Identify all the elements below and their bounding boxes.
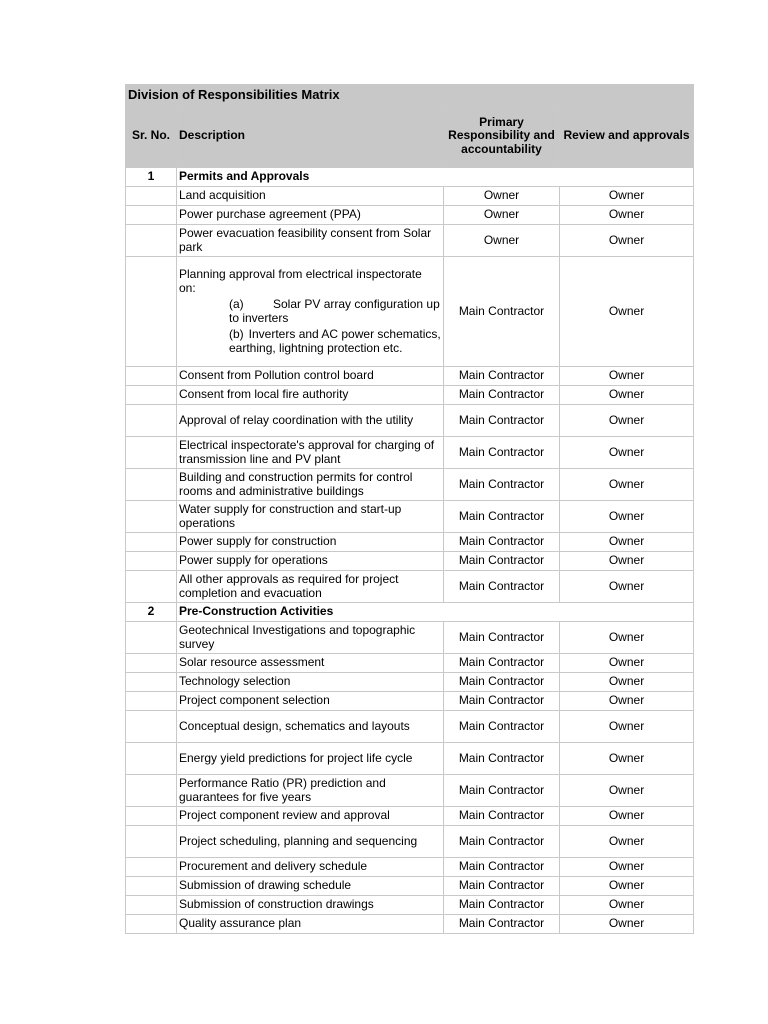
- primary-cell: Main Contractor: [444, 469, 560, 501]
- description-cell: Project scheduling, planning and sequencing: [177, 826, 444, 858]
- column-header-row: [126, 105, 694, 168]
- primary-cell: Main Contractor: [444, 896, 560, 915]
- primary-cell: Main Contractor: [444, 692, 560, 711]
- description-cell: Technology selection: [177, 673, 444, 692]
- table-row: [126, 915, 694, 934]
- primary-cell: Main Contractor: [444, 807, 560, 826]
- description-cell: Procurement and delivery schedule: [177, 858, 444, 877]
- primary-cell: Main Contractor: [444, 743, 560, 775]
- table-title: Division of Responsibilities Matrix: [126, 85, 694, 105]
- table-title-row: [126, 85, 694, 105]
- primary-cell: Main Contractor: [444, 405, 560, 437]
- section-row: [126, 168, 694, 187]
- sr-cell: [126, 896, 177, 915]
- review-cell: Owner: [560, 858, 694, 877]
- review-cell: Owner: [560, 469, 694, 501]
- sr-cell: [126, 437, 177, 469]
- primary-cell: Owner: [444, 187, 560, 206]
- table-row: [126, 206, 694, 225]
- primary-cell: Main Contractor: [444, 673, 560, 692]
- description-cell: Power supply for construction: [177, 533, 444, 552]
- description-cell: Electrical inspectorate's approval for charging of transmission line and PV plant: [177, 437, 444, 469]
- description-cell: Energy yield predictions for project life cycle: [177, 743, 444, 775]
- sr-cell: [126, 673, 177, 692]
- primary-cell: Main Contractor: [444, 775, 560, 807]
- section-number: 1: [126, 168, 177, 187]
- sr-cell: [126, 622, 177, 654]
- primary-cell: Main Contractor: [444, 437, 560, 469]
- table-row: [126, 896, 694, 915]
- table-row: [126, 552, 694, 571]
- responsibility-matrix-table: [125, 84, 694, 934]
- sub-item-text: Solar PV array configuration up to inverters: [229, 297, 440, 325]
- review-cell: Owner: [560, 501, 694, 533]
- sub-item-key: (a): [229, 297, 244, 311]
- description-cell: Approval of relay coordination with the utility: [177, 405, 444, 437]
- description-cell: [177, 257, 444, 367]
- review-cell: Owner: [560, 743, 694, 775]
- sr-cell: [126, 807, 177, 826]
- table-row: [126, 437, 694, 469]
- sr-cell: [126, 225, 177, 257]
- sr-cell: [126, 858, 177, 877]
- table-row: [126, 711, 694, 743]
- primary-cell: Owner: [444, 206, 560, 225]
- description-cell: Conceptual design, schematics and layouts: [177, 711, 444, 743]
- sr-cell: [126, 257, 177, 367]
- table-row: [126, 807, 694, 826]
- table-row: [126, 367, 694, 386]
- review-cell: Owner: [560, 775, 694, 807]
- header-sr-no: Sr. No.: [126, 105, 177, 168]
- sr-cell: [126, 692, 177, 711]
- sr-cell: [126, 367, 177, 386]
- review-cell: Owner: [560, 257, 694, 367]
- description-cell: Project component selection: [177, 692, 444, 711]
- description-cell: Consent from local fire authority: [177, 386, 444, 405]
- review-cell: Owner: [560, 807, 694, 826]
- table-row: [126, 469, 694, 501]
- section-title: Pre-Construction Activities: [177, 603, 694, 622]
- primary-cell: Main Contractor: [444, 257, 560, 367]
- review-cell: Owner: [560, 367, 694, 386]
- section-title: Permits and Approvals: [177, 168, 694, 187]
- sr-cell: [126, 571, 177, 603]
- description-cell: All other approvals as required for project completion and evacuation: [177, 571, 444, 603]
- sr-cell: [126, 826, 177, 858]
- review-cell: Owner: [560, 654, 694, 673]
- primary-cell: Main Contractor: [444, 711, 560, 743]
- primary-cell: Main Contractor: [444, 877, 560, 896]
- description-cell: Solar resource assessment: [177, 654, 444, 673]
- table-row: [126, 501, 694, 533]
- primary-cell: Main Contractor: [444, 654, 560, 673]
- review-cell: Owner: [560, 206, 694, 225]
- table-row: [126, 405, 694, 437]
- review-cell: Owner: [560, 533, 694, 552]
- table-row: [126, 775, 694, 807]
- sr-cell: [126, 552, 177, 571]
- primary-cell: Main Contractor: [444, 367, 560, 386]
- primary-cell: Main Contractor: [444, 571, 560, 603]
- description-cell: Project component review and approval: [177, 807, 444, 826]
- review-cell: Owner: [560, 711, 694, 743]
- primary-cell: Main Contractor: [444, 826, 560, 858]
- review-cell: Owner: [560, 405, 694, 437]
- primary-cell: Main Contractor: [444, 533, 560, 552]
- sr-cell: [126, 533, 177, 552]
- description-cell: Geotechnical Investigations and topographic survey: [177, 622, 444, 654]
- description-cell: Submission of drawing schedule: [177, 877, 444, 896]
- description-cell: Power evacuation feasibility consent from Solar park: [177, 225, 444, 257]
- table-row: [126, 858, 694, 877]
- sr-cell: [126, 915, 177, 934]
- table-row: [126, 622, 694, 654]
- header-primary-responsibility: Primary Responsibility and accountability: [444, 105, 560, 168]
- review-cell: Owner: [560, 826, 694, 858]
- table-row: [126, 187, 694, 206]
- sub-item-a: [229, 298, 441, 325]
- description-cell: Power supply for operations: [177, 552, 444, 571]
- review-cell: Owner: [560, 437, 694, 469]
- primary-cell: Main Contractor: [444, 501, 560, 533]
- primary-cell: Main Contractor: [444, 858, 560, 877]
- review-cell: Owner: [560, 896, 694, 915]
- sub-item-text: Inverters and AC power schematics, earthing, lightning protection etc.: [229, 327, 441, 355]
- sub-item-b: [229, 328, 441, 355]
- table-row: [126, 533, 694, 552]
- description-cell: Building and construction permits for control rooms and administrative buildings: [177, 469, 444, 501]
- review-cell: Owner: [560, 386, 694, 405]
- sr-cell: [126, 206, 177, 225]
- section-row: [126, 603, 694, 622]
- sr-cell: [126, 775, 177, 807]
- description-cell: Water supply for construction and start-up operations: [177, 501, 444, 533]
- sr-cell: [126, 469, 177, 501]
- description-cell: Performance Ratio (PR) prediction and guarantees for five years: [177, 775, 444, 807]
- header-review-approvals: Review and approvals: [560, 105, 694, 168]
- review-cell: Owner: [560, 692, 694, 711]
- description-text: Planning approval from electrical inspectorate on:: [179, 267, 422, 295]
- sub-item-key: (b): [229, 327, 244, 341]
- table-row: [126, 877, 694, 896]
- review-cell: Owner: [560, 552, 694, 571]
- table-row: [126, 743, 694, 775]
- table-row: [126, 386, 694, 405]
- sr-cell: [126, 405, 177, 437]
- description-cell: Land acquisition: [177, 187, 444, 206]
- review-cell: Owner: [560, 915, 694, 934]
- review-cell: Owner: [560, 673, 694, 692]
- primary-cell: Main Contractor: [444, 386, 560, 405]
- table-row: [126, 225, 694, 257]
- primary-cell: Main Contractor: [444, 622, 560, 654]
- sr-cell: [126, 877, 177, 896]
- description-cell: Power purchase agreement (PPA): [177, 206, 444, 225]
- table-row: [126, 654, 694, 673]
- sr-cell: [126, 654, 177, 673]
- table-row: [126, 692, 694, 711]
- review-cell: Owner: [560, 571, 694, 603]
- review-cell: Owner: [560, 187, 694, 206]
- table-row: [126, 826, 694, 858]
- table-row: [126, 571, 694, 603]
- description-cell: Quality assurance plan: [177, 915, 444, 934]
- review-cell: Owner: [560, 877, 694, 896]
- sr-cell: [126, 711, 177, 743]
- primary-cell: Main Contractor: [444, 552, 560, 571]
- sr-cell: [126, 743, 177, 775]
- review-cell: Owner: [560, 622, 694, 654]
- sr-cell: [126, 187, 177, 206]
- table-row: [126, 673, 694, 692]
- sr-cell: [126, 501, 177, 533]
- review-cell: Owner: [560, 225, 694, 257]
- primary-cell: Owner: [444, 225, 560, 257]
- sr-cell: [126, 386, 177, 405]
- table-row: [126, 257, 694, 367]
- header-description: Description: [177, 105, 444, 168]
- primary-cell: Main Contractor: [444, 915, 560, 934]
- description-cell: Consent from Pollution control board: [177, 367, 444, 386]
- description-cell: Submission of construction drawings: [177, 896, 444, 915]
- section-number: 2: [126, 603, 177, 622]
